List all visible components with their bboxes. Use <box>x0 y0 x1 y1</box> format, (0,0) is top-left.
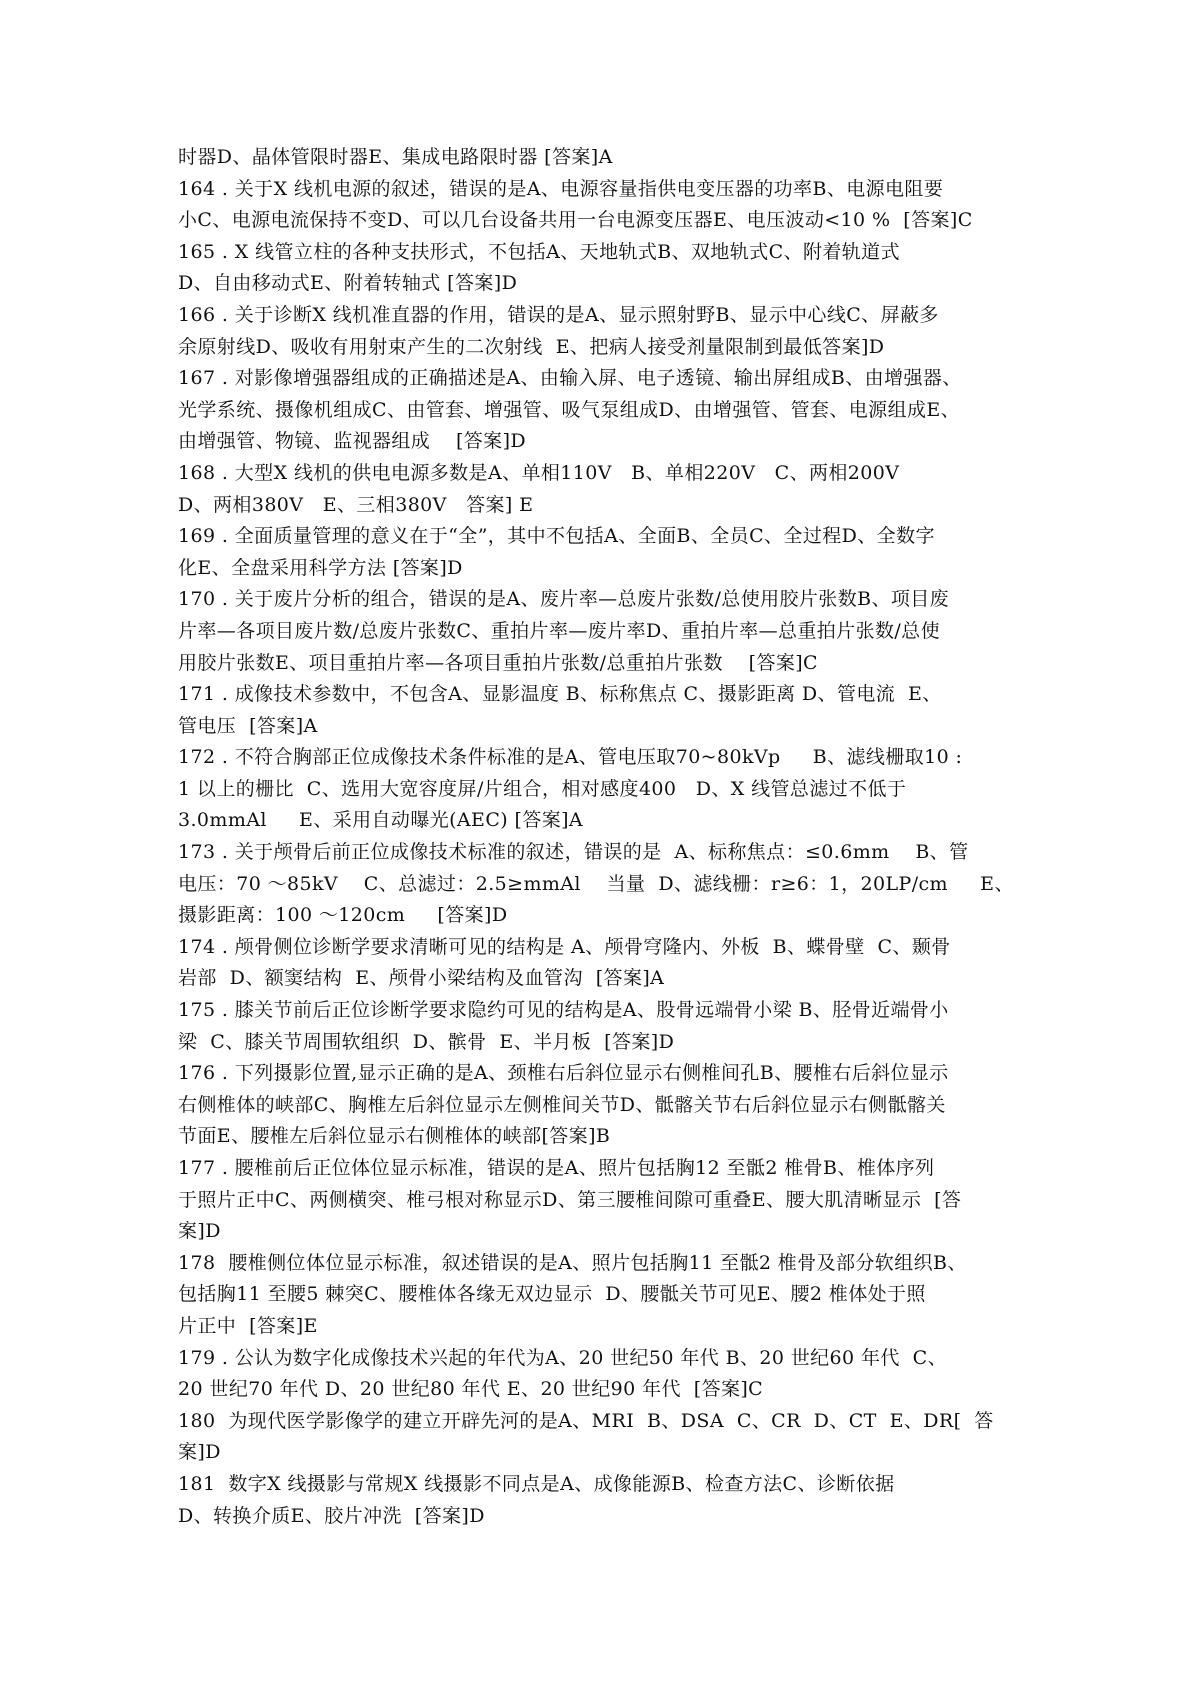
text-line: 由增强管、物镜、监视器组成 [答案]D <box>178 430 527 453</box>
text-line: 179 . 公认为数字化成像技术兴起的年代为A、20 世纪50 年代 B、20 世纪60 年代 C、 <box>178 1346 947 1369</box>
text-line: 右侧椎体的峡部C、胸椎左后斜位显示左侧椎间关节D、骶髂关节右后斜位显示右侧骶髂关 <box>178 1093 946 1116</box>
text-line: 172 . 不符合胸部正位成像技术条件标准的是A、管电压取70~80kVp B、滤线栅取10 : <box>178 746 963 769</box>
text-line: 包括胸11 至腰5 棘突C、腰椎体各缘无双边显示 D、腰骶关节可见E、腰2 椎体处于照 <box>178 1283 926 1306</box>
text-line: 管电压 [答案]A <box>178 714 318 737</box>
text-line: 3.0mmAl E、采用自动曝光(AEC) [答案]A <box>178 809 584 832</box>
text-line: 片正中 [答案]E <box>178 1314 318 1337</box>
text-line: 181 数字X 线摄影与常规X 线摄影不同点是A、成像能源B、检查方法C、诊断依据 <box>178 1472 895 1495</box>
text-line: 用胶片张数E、项目重拍片率—各项目重拍片张数/总重拍片张数 [答案]C <box>178 651 818 674</box>
text-line: 164 . 关于X 线机电源的叙述，错误的是A、电源容量指供电变压器的功率B、电源电阻要 <box>178 177 944 200</box>
text-line: 案]D <box>178 1220 221 1243</box>
text-line: 岩部 D、额窦结构 E、颅骨小梁结构及血管沟 [答案]A <box>178 967 665 990</box>
text-line: 180 为现代医学影像学的建立开辟先河的是A、MRI B、DSA C、CR D、CT E、DR[ 答 <box>178 1409 994 1432</box>
text-line: 小C、电源电流保持不变D、可以几台设备共用一台电源变压器E、电压波动<10 % [答案]C <box>178 209 973 232</box>
text-line: 178 腰椎侧位体位显示标准，叙述错误的是A、照片包括胸11 至骶2 椎骨及部分软组织B、 <box>178 1251 967 1274</box>
text-line: 20 世纪70 年代 D、20 世纪80 年代 E、20 世纪90 年代 [答案]C <box>178 1378 764 1401</box>
text-line: 175 . 膝关节前后正位诊断学要求隐约可见的结构是A、股骨远端骨小梁 B、胫骨近端骨小 <box>178 999 949 1022</box>
text-line: 电压：70 ～85kV C、总滤过：2.5≥mmAl 当量 D、滤线栅：r≥6：1，20LP/cm E、 <box>178 872 1014 895</box>
text-line: 167 . 对影像增强器组成的正确描述是A、由输入屏、电子透镜、输出屏组成B、由增强器、 <box>178 367 962 390</box>
text-line: D、两相380V E、三相380V 答案] E <box>178 493 534 516</box>
text-line: 173 . 关于颅骨后前正位成像技术标准的叙述，错误的是 A、标称焦点：≤0.6mm B、管 <box>178 841 969 864</box>
text-line: D、转换介质E、胶片冲洗 [答案]D <box>178 1504 485 1527</box>
text-line: 摄影距离：100 ～120cm [答案]D <box>178 904 508 927</box>
text-line: 170 . 关于废片分析的组合，错误的是A、废片率—总废片张数/总使用胶片张数B、项目废 <box>178 588 950 611</box>
text-line: 余原射线D、吸收有用射束产生的二次射线 E、把病人接受剂量限制到最低答案]D <box>178 335 885 358</box>
text-line: 174 . 颅骨侧位诊断学要求清晰可见的结构是 A、颅骨穹隆内、外板 B、蝶骨壁 C、颞骨 <box>178 935 951 958</box>
text-line: 166 . 关于诊断X 线机准直器的作用，错误的是A、显示照射野B、显示中心线C、屏蔽多 <box>178 303 939 326</box>
text-line: 光学系统、摄像机组成C、由管套、增强管、吸气泵组成D、由增强管、管套、电源组成E、 <box>178 398 961 421</box>
text-line: 梁 C、膝关节周围软组织 D、髌骨 E、半月板 [答案]D <box>178 1030 675 1053</box>
text-line: 168 . 大型X 线机的供电电源多数是A、单相110V B、单相220V C、两相200V <box>178 461 900 484</box>
text-line: 化E、全盘采用科学方法 [答案]D <box>178 556 463 579</box>
text-line: 169 . 全面质量管理的意义在于“全”，其中不包括A、全面B、全员C、全过程D、全数字 <box>178 525 935 548</box>
document-body <box>178 142 1028 1532</box>
text-line: 177 . 腰椎前后正位体位显示标准，错误的是A、照片包括胸12 至骶2 椎骨B、椎体序列 <box>178 1157 935 1179</box>
text-line: 1 以上的栅比 C、选用大宽容度屏/片组合，相对感度400 D、X 线管总滤过不低于 <box>178 777 907 800</box>
text-line: 时器D、晶体管限时器E、集成电路限时器 [答案]A <box>178 146 613 168</box>
text-line: 165 . X 线管立柱的各种支扶形式，不包括A、天地轨式B、双地轨式C、附着轨道式 <box>178 240 900 263</box>
text-line: 于照片正中C、两侧横突、椎弓根对称显示D、第三腰椎间隙可重叠E、腰大肌清晰显示 [答 <box>178 1188 962 1211</box>
text-line: 171 . 成像技术参数中，不包含A、显影温度 B、标称焦点 C、摄影距离 D、管电流 E、 <box>178 683 942 706</box>
text-line: 176 . 下列摄影位置,显示正确的是A、颈椎右后斜位显示右侧椎间孔B、腰椎右后斜位显示 <box>178 1062 949 1085</box>
text-line: 节面E、腰椎左后斜位显示右侧椎体的峡部[答案]B <box>178 1125 611 1148</box>
text-line: D、自由移动式E、附着转轴式 [答案]D <box>178 272 518 295</box>
text-line: 片率—各项目废片数/总废片张数C、重拍片率—废片率D、重拍片率—总重拍片张数/总使 <box>178 619 940 642</box>
text-line: 案]D <box>178 1441 221 1464</box>
